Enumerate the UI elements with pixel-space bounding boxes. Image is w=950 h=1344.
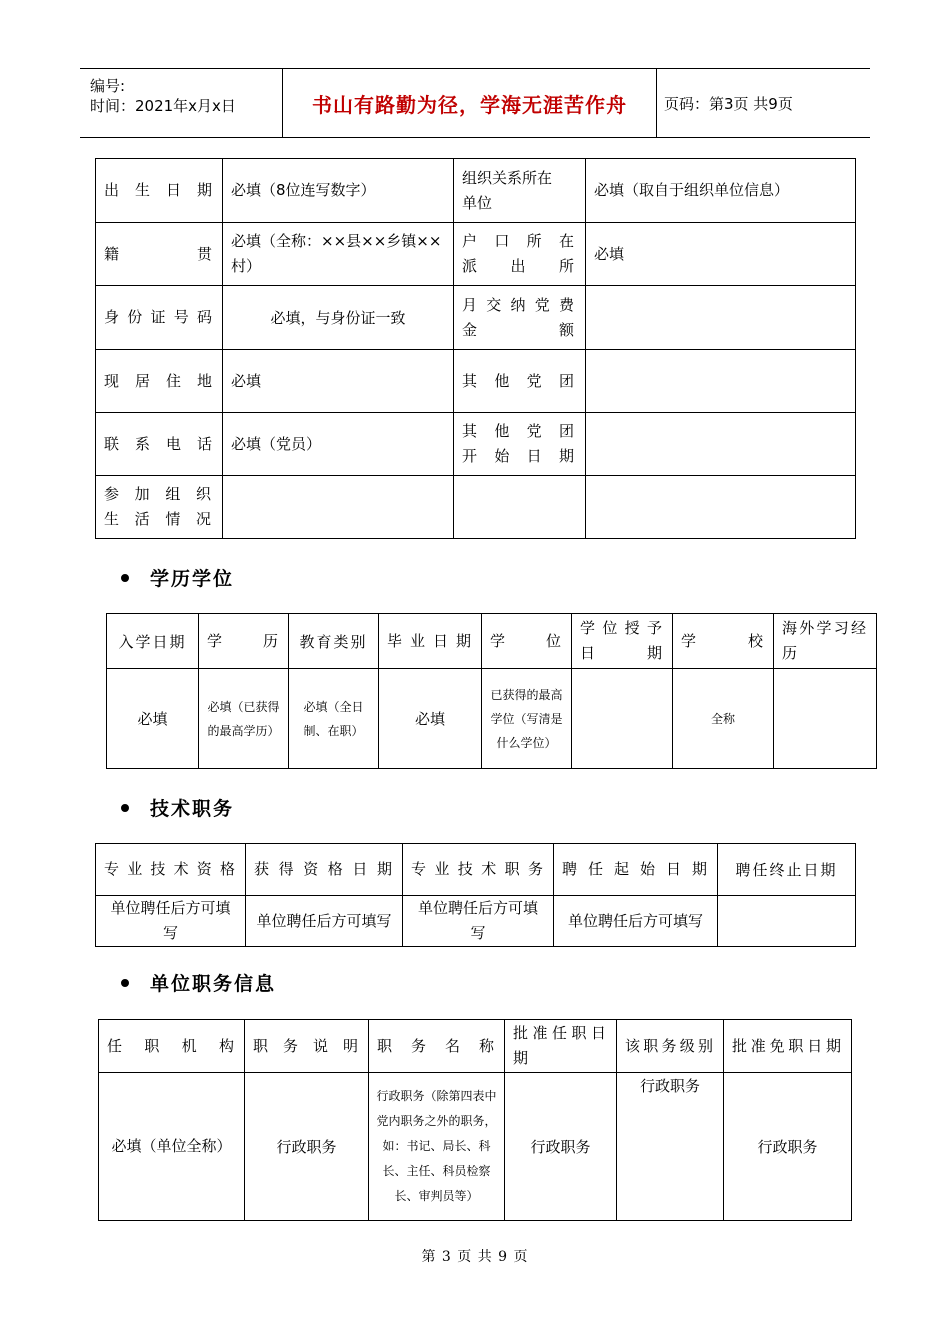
bullet-icon	[121, 804, 129, 812]
org-unit-label-line2: 单位	[462, 193, 493, 212]
party-fee-label-line1: 月交纳党费	[462, 295, 577, 314]
birth-date-label: 出生日期	[96, 159, 223, 223]
grad-date-header: 毕业日期	[379, 614, 482, 669]
table-row	[96, 350, 856, 413]
hire-start-header: 聘任起始日期	[554, 844, 718, 896]
tech-position-value: 单位聘任后方可填写	[403, 896, 554, 947]
tech-qual-value: 单位聘任后方可填写	[96, 896, 246, 947]
doc-number-label: 编号:	[90, 77, 126, 95]
hire-start-value: 单位聘任后方可填写	[554, 896, 718, 947]
table-row	[96, 896, 856, 947]
phone-value: 必填（党员）	[223, 413, 454, 476]
other-party-start-line1: 其他党团	[462, 422, 577, 440]
qual-date-header: 获得资格日期	[246, 844, 403, 896]
empty-label-cell	[454, 476, 586, 539]
technical-section-title: 技术职务	[150, 798, 235, 820]
overseas-value	[774, 669, 877, 769]
residence-label: 现居住地	[96, 350, 223, 413]
other-party-start-label	[454, 413, 586, 476]
org-unit-label	[454, 159, 586, 223]
education-table	[106, 613, 877, 769]
org-header: 任职机构	[99, 1020, 245, 1073]
other-party-start-line2: 开始日期	[462, 447, 577, 465]
table-row	[96, 476, 856, 539]
birth-date-value: 必填（8位连写数字）	[223, 159, 454, 223]
degree-header: 学位	[482, 614, 572, 669]
header-page-cell	[656, 69, 870, 137]
hukou-label-line1: 户口所在	[462, 232, 577, 250]
org-value: 必填（单位全称）	[99, 1073, 245, 1221]
edu-type-header: 教育类别	[289, 614, 379, 669]
org-life-value	[223, 476, 454, 539]
bullet-icon	[121, 574, 129, 582]
approve-date-value: 行政职务	[505, 1073, 617, 1221]
page-footer: 第 3 页 共 9 页	[421, 1249, 529, 1265]
org-life-label	[96, 476, 223, 539]
grad-date-value: 必填	[379, 669, 482, 769]
native-place-value: 必填（全称：××县××乡镇××村）	[223, 223, 454, 286]
basic-info-table	[95, 158, 856, 539]
table-row	[96, 413, 856, 476]
tech-position-header: 专业技术职务	[403, 844, 554, 896]
header-motto-cell	[282, 69, 657, 137]
table-row	[96, 159, 856, 223]
hukou-value: 必填	[586, 223, 856, 286]
table-row	[99, 1020, 852, 1073]
table-row	[96, 844, 856, 896]
hukou-label-line2: 派出所	[462, 257, 577, 275]
table-row	[96, 286, 856, 350]
position-section-title: 单位职务信息	[150, 973, 277, 995]
tech-qual-header: 专业技术资格	[96, 844, 246, 896]
other-party-label-line1: 其他党团	[462, 371, 577, 390]
education-section-title: 学历学位	[150, 568, 235, 590]
bullet-icon	[121, 979, 129, 987]
degree-value: 已获得的最高学位（写清是什么学位）	[482, 669, 572, 769]
degree-level-value: 必填（已获得的最高学历）	[199, 669, 289, 769]
empty-value-cell	[586, 476, 856, 539]
residence-value: 必填	[223, 350, 454, 413]
table-row	[99, 1073, 852, 1221]
party-fee-value	[586, 286, 856, 350]
org-unit-value: 必填（取自于组织单位信息）	[586, 159, 856, 223]
header-left-cell	[80, 69, 282, 137]
party-fee-label	[454, 286, 586, 350]
duty-level-header: 该职务级别	[617, 1020, 724, 1073]
other-party-value	[586, 350, 856, 413]
native-place-label: 籍贯	[96, 223, 223, 286]
duty-name-header: 职务名称	[369, 1020, 505, 1073]
page-header	[80, 68, 870, 138]
approve-date-header: 批准任职日期	[505, 1020, 617, 1073]
org-life-label-line1: 参加组织	[104, 485, 214, 503]
other-party-label	[454, 350, 586, 413]
party-fee-label-line2: 金额	[462, 320, 577, 339]
dismiss-date-header: 批准免职日期	[724, 1020, 852, 1073]
duty-name-value: 行政职务（除第四表中党内职务之外的职务，如：书记、局长、科长、主任、科员检察长、审判员等）	[369, 1073, 505, 1221]
overseas-header: 海外学习经历	[774, 614, 877, 669]
edu-type-value: 必填（全日制、在职）	[289, 669, 379, 769]
org-life-label-line2: 生活情况	[104, 510, 214, 528]
table-row	[107, 669, 877, 769]
page-label: 页码：第3页 共9页	[664, 94, 793, 113]
degree-date-header: 学位授予日期	[572, 614, 673, 669]
enroll-date-value: 必填	[107, 669, 199, 769]
technical-table	[95, 843, 856, 947]
motto: 书山有路勤为径，学海无涯苦作舟	[312, 92, 627, 117]
id-number-value: 必填，与身份证一致	[223, 286, 454, 350]
school-value: 全称	[673, 669, 774, 769]
org-unit-label-line1: 组织关系所在	[462, 168, 553, 187]
dismiss-date-value: 行政职务	[724, 1073, 852, 1221]
degree-date-value	[572, 669, 673, 769]
phone-label: 联系电话	[96, 413, 223, 476]
hire-end-header: 聘任终止日期	[718, 844, 856, 896]
duty-desc-value: 行政职务	[245, 1073, 369, 1221]
doc-time-label: 时间：2021年x月x日	[90, 97, 236, 115]
enroll-date-header: 入学日期	[107, 614, 199, 669]
hire-end-value	[718, 896, 856, 947]
degree-level-header: 学历	[199, 614, 289, 669]
table-row	[96, 223, 856, 286]
qual-date-value: 单位聘任后方可填写	[246, 896, 403, 947]
school-header: 学校	[673, 614, 774, 669]
id-number-label: 身份证号码	[96, 286, 223, 350]
position-table	[98, 1019, 852, 1221]
duty-desc-header: 职务说明	[245, 1020, 369, 1073]
other-party-start-value	[586, 413, 856, 476]
hukou-label	[454, 223, 586, 286]
duty-level-value: 行政职务	[617, 1073, 724, 1221]
table-row	[107, 614, 877, 669]
